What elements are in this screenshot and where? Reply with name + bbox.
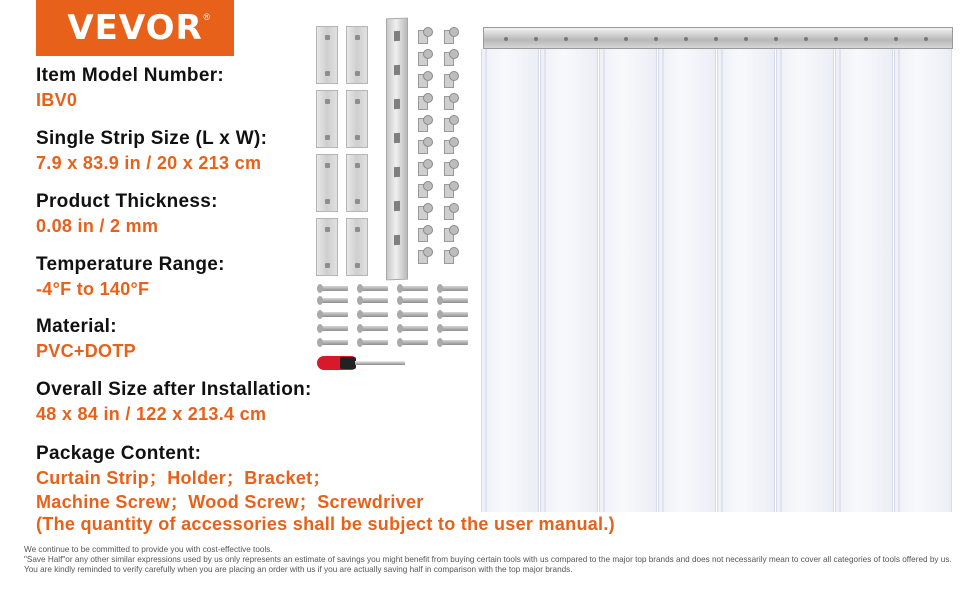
spec-label: Overall Size after Installation:	[36, 379, 312, 400]
holder-icon	[444, 206, 454, 220]
spec-label: Product Thickness:	[36, 191, 218, 212]
holder-icon	[444, 30, 454, 44]
screw-icon	[322, 312, 348, 317]
curtain-strip	[835, 49, 893, 512]
spec-label: Temperature Range:	[36, 254, 225, 275]
screw-icon	[362, 312, 388, 317]
holder-icon	[418, 30, 428, 44]
spec-value: 0.08 in / 2 mm	[36, 216, 159, 236]
package-label: Package Content:	[36, 443, 202, 464]
spec-thickness	[36, 190, 218, 238]
holder-icon	[418, 184, 428, 198]
curtain-track-icon	[483, 27, 953, 49]
curtain-strip	[599, 49, 657, 512]
holder-icon	[444, 74, 454, 88]
screw-icon	[402, 340, 428, 345]
screw-icon	[362, 340, 388, 345]
holder-icon	[418, 228, 428, 242]
screw-icon	[442, 286, 468, 291]
registered-mark: ®	[203, 12, 210, 22]
holder-icon	[418, 118, 428, 132]
disclaimer-line-2: "Save Half"or any other similar expressions used by us only represents an estimate of savings you might benefit from buying certain tools with us compared to the major top brands and does not necessarily mean to cover all categories of tools offered by us.	[24, 555, 952, 565]
holder-icon	[444, 250, 454, 264]
holder-icon	[444, 52, 454, 66]
spec-value: IBV0	[36, 90, 78, 110]
vevor-logo	[36, 0, 234, 56]
holder-icon	[444, 118, 454, 132]
screw-icon	[402, 286, 428, 291]
screw-icon	[402, 298, 428, 303]
bracket-plate-icon	[316, 154, 338, 212]
holder-icon	[418, 162, 428, 176]
screw-icon	[362, 326, 388, 331]
screw-icon	[442, 298, 468, 303]
spec-label: Single Strip Size (L x W):	[36, 128, 268, 149]
curtain-strips	[481, 49, 955, 512]
holder-icon	[418, 250, 428, 264]
package-line-1: Curtain Strip；Holder；Bracket；	[36, 468, 331, 488]
disclaimer-line-3: You are kindly reminded to verify carefully when you are placing an order with us if you are actually saving half in comparison with the top major brands.	[24, 565, 573, 575]
package-line-2: Machine Screw；Wood Screw；Screwdriver	[36, 492, 424, 512]
screw-icon	[402, 326, 428, 331]
holder-icon	[418, 140, 428, 154]
screw-icon	[322, 298, 348, 303]
spec-model	[36, 64, 224, 112]
bracket-plate-icon	[316, 218, 338, 276]
screw-icon	[322, 340, 348, 345]
bracket-plate-icon	[316, 90, 338, 148]
screw-icon	[322, 286, 348, 291]
package-content	[36, 442, 424, 514]
package-note: (The quantity of accessories shall be subject to the user manual.)	[36, 514, 615, 534]
spec-value: -4°F to 140°F	[36, 279, 150, 299]
curtain-strip	[776, 49, 834, 512]
curtain-strip	[481, 49, 539, 512]
holder-icon	[418, 206, 428, 220]
spec-value: PVC+DOTP	[36, 341, 136, 361]
spec-value: 7.9 x 83.9 in / 20 x 213 cm	[36, 153, 262, 173]
bracket-plate-icon	[316, 26, 338, 84]
holder-icon	[444, 184, 454, 198]
holder-icon	[418, 96, 428, 110]
bracket-plate-icon	[346, 26, 368, 84]
spec-overall-size	[36, 378, 312, 426]
bracket-plate-icon	[346, 154, 368, 212]
spec-value: 48 x 84 in / 122 x 213.4 cm	[36, 404, 267, 424]
curtain-strip	[540, 49, 598, 512]
screw-icon	[362, 298, 388, 303]
curtain-strip	[894, 49, 952, 512]
screw-icon	[362, 286, 388, 291]
spec-temperature	[36, 253, 225, 301]
holder-icon	[418, 52, 428, 66]
mounting-rail-icon	[386, 18, 408, 281]
bracket-plate-icon	[346, 90, 368, 148]
holder-icon	[444, 228, 454, 242]
spec-strip-size	[36, 127, 267, 175]
holder-icon	[444, 162, 454, 176]
strip-curtain-illustration	[481, 23, 955, 512]
holder-icon	[444, 140, 454, 154]
disclaimer-line-1: We continue to be committed to provide you with cost-effective tools.	[24, 545, 273, 554]
spec-material	[36, 315, 136, 363]
screw-icon	[322, 326, 348, 331]
logo-text: VEVOR	[67, 8, 203, 48]
bracket-plate-icon	[346, 218, 368, 276]
curtain-strip	[658, 49, 716, 512]
spec-label: Item Model Number:	[36, 65, 225, 86]
holder-icon	[418, 74, 428, 88]
curtain-strip	[717, 49, 775, 512]
screw-icon	[442, 326, 468, 331]
screw-icon	[442, 340, 468, 345]
screw-icon	[442, 312, 468, 317]
screw-icon	[402, 312, 428, 317]
spec-label: Material:	[36, 316, 117, 337]
disclaimer	[24, 545, 959, 576]
holder-icon	[444, 96, 454, 110]
